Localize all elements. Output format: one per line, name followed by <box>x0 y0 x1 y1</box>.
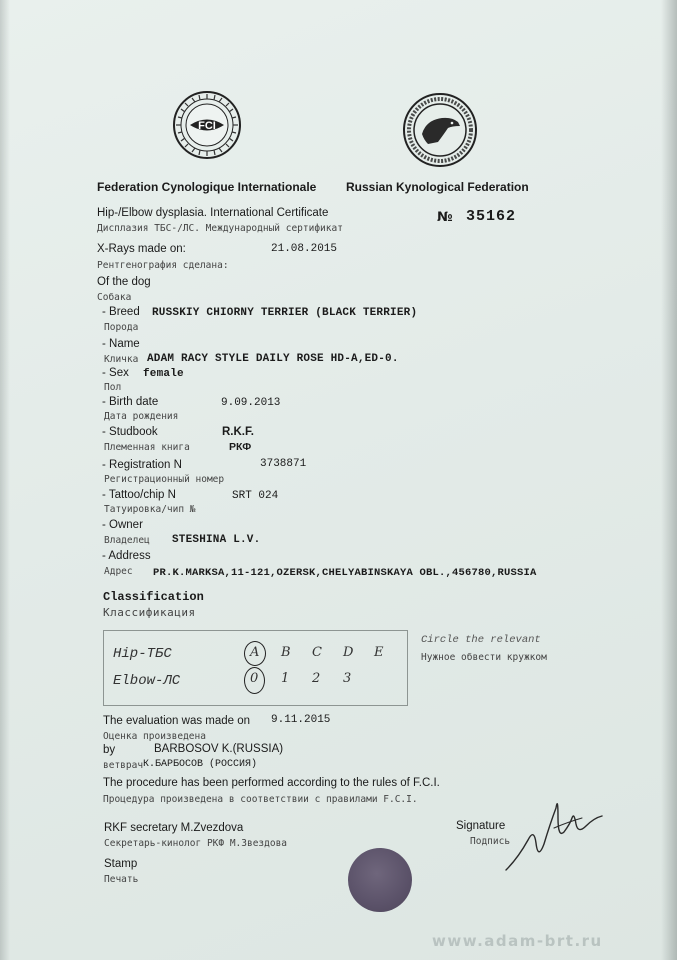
owner-label-ru: Владелец <box>104 535 150 546</box>
vet-name-en: BARBOSOV K.(RUSSIA) <box>154 743 284 755</box>
xrays-label-ru: Рентгенография сделана: <box>97 260 229 271</box>
rkf-logo-icon <box>402 92 478 168</box>
breed-label-en: - Breed <box>102 306 140 318</box>
cert-number: 35162 <box>466 208 517 225</box>
circle-note-ru: Нужное обвести кружком <box>421 652 547 663</box>
cert-title-ru: Дисплазия ТБС-/ЛС. Международный сертификат <box>97 223 343 234</box>
by-label-en: by <box>103 744 116 756</box>
dog-label-ru: Собака <box>97 292 132 303</box>
dog-label-en: Of the dog <box>97 276 151 288</box>
registration-label-en: - Registration N <box>102 459 182 471</box>
studbook-value-ru: РКФ <box>229 441 252 453</box>
cert-title-en: Hip-/Elbow dysplasia. International Certificate <box>97 207 329 219</box>
elbow-grade-2: 2 <box>312 671 321 686</box>
breed-value: RUSSKIY CHIORNY TERRIER (BLACK TERRIER) <box>152 307 418 319</box>
by-label-ru: ветврач <box>103 760 144 771</box>
tattoo-label-ru: Татуировка/чип № <box>104 504 196 515</box>
hip-grade-c: C <box>312 645 322 660</box>
hip-label: Hip-ТБС <box>113 646 172 662</box>
owner-label-en: - Owner <box>102 519 143 531</box>
hip-selected-circle <box>244 641 266 666</box>
tattoo-label-en: - Tattoo/chip N <box>102 489 176 501</box>
round-stamp <box>348 848 412 912</box>
birth-label-en: - Birth date <box>102 396 159 408</box>
signature-label-en: Signature <box>456 820 506 832</box>
hip-grade-e: E <box>374 645 384 660</box>
birth-label-ru: Дата рождения <box>104 411 179 422</box>
owner-value: STESHINA L.V. <box>172 534 261 546</box>
circle-note-en: Circle the relevant <box>421 634 541 646</box>
classification-title-ru: Классификация <box>103 606 196 619</box>
xrays-label-en: X-Rays made on: <box>97 243 186 255</box>
evaluation-date: 9.11.2015 <box>271 714 331 726</box>
svg-text:FCI: FCI <box>198 120 216 132</box>
sex-value: female <box>143 368 184 380</box>
elbow-grade-1: 1 <box>281 671 290 686</box>
secretary-ru: Секретарь-кинолог РКФ М.Звездова <box>104 838 288 849</box>
secretary-en: RKF secretary M.Zvezdova <box>104 822 244 834</box>
name-value: ADAM RACY STYLE DAILY ROSE HD-A,ED-0. <box>147 353 399 365</box>
elbow-label: Elbow-ЛС <box>113 673 181 689</box>
classification-title-en: Classification <box>103 590 204 604</box>
cert-number-sign: № <box>437 210 453 225</box>
elbow-grade-0: 0 <box>250 671 259 686</box>
xrays-date: 21.08.2015 <box>271 243 338 255</box>
hip-grade-d: D <box>343 645 354 660</box>
studbook-value: R.K.F. <box>222 426 254 438</box>
procedure-ru: Процедура произведена в соответствии с правилами F.C.I. <box>103 794 418 805</box>
elbow-grade-3: 3 <box>343 671 352 686</box>
address-value: PR.K.MARKSA,11-121,OZERSK,CHELYABINSKAYA OBL.,456780,RUSSIA <box>153 567 537 579</box>
signature-mark <box>498 788 608 878</box>
address-label-ru: Адрес <box>104 566 133 577</box>
procedure-en: The procedure has been performed according to the rules of F.C.I. <box>103 777 440 789</box>
page-shadow-right <box>661 0 677 960</box>
breed-label-ru: Порода <box>104 322 139 333</box>
name-label-ru: Кличка <box>104 354 139 365</box>
hip-grade-b: B <box>281 645 291 660</box>
tattoo-value: SRT 024 <box>232 490 279 502</box>
evaluation-label-en: The evaluation was made on <box>103 715 251 727</box>
hip-grade-a: A <box>250 645 260 660</box>
registration-label-ru: Регистрационный номер <box>104 474 225 485</box>
rkf-name: Russian Kynological Federation <box>346 180 529 194</box>
studbook-label-en: - Studbook <box>102 426 158 438</box>
signature-label-ru: Подпись <box>470 836 511 847</box>
sex-label-en: - Sex <box>102 367 129 379</box>
evaluation-label-ru: Оценка произведена <box>103 731 206 742</box>
sex-label-ru: Пол <box>104 382 122 393</box>
name-label-en: - Name <box>102 338 140 350</box>
page-shadow-left <box>0 0 10 960</box>
website-watermark: www.adam-brt.ru <box>432 932 603 950</box>
fci-logo-icon <box>172 90 242 160</box>
stamp-label-ru: Печать <box>104 874 139 885</box>
registration-value: 3738871 <box>260 458 307 470</box>
vet-name-ru: К.БАРБОСОВ (РОССИЯ) <box>143 759 258 770</box>
studbook-label-ru: Племенная книга <box>104 442 190 453</box>
stamp-label-en: Stamp <box>104 858 138 870</box>
elbow-selected-circle <box>244 667 265 694</box>
fci-name: Federation Cynologique Internationale <box>97 180 317 194</box>
birth-value: 9.09.2013 <box>221 397 281 409</box>
address-label-en: - Address <box>102 550 151 562</box>
